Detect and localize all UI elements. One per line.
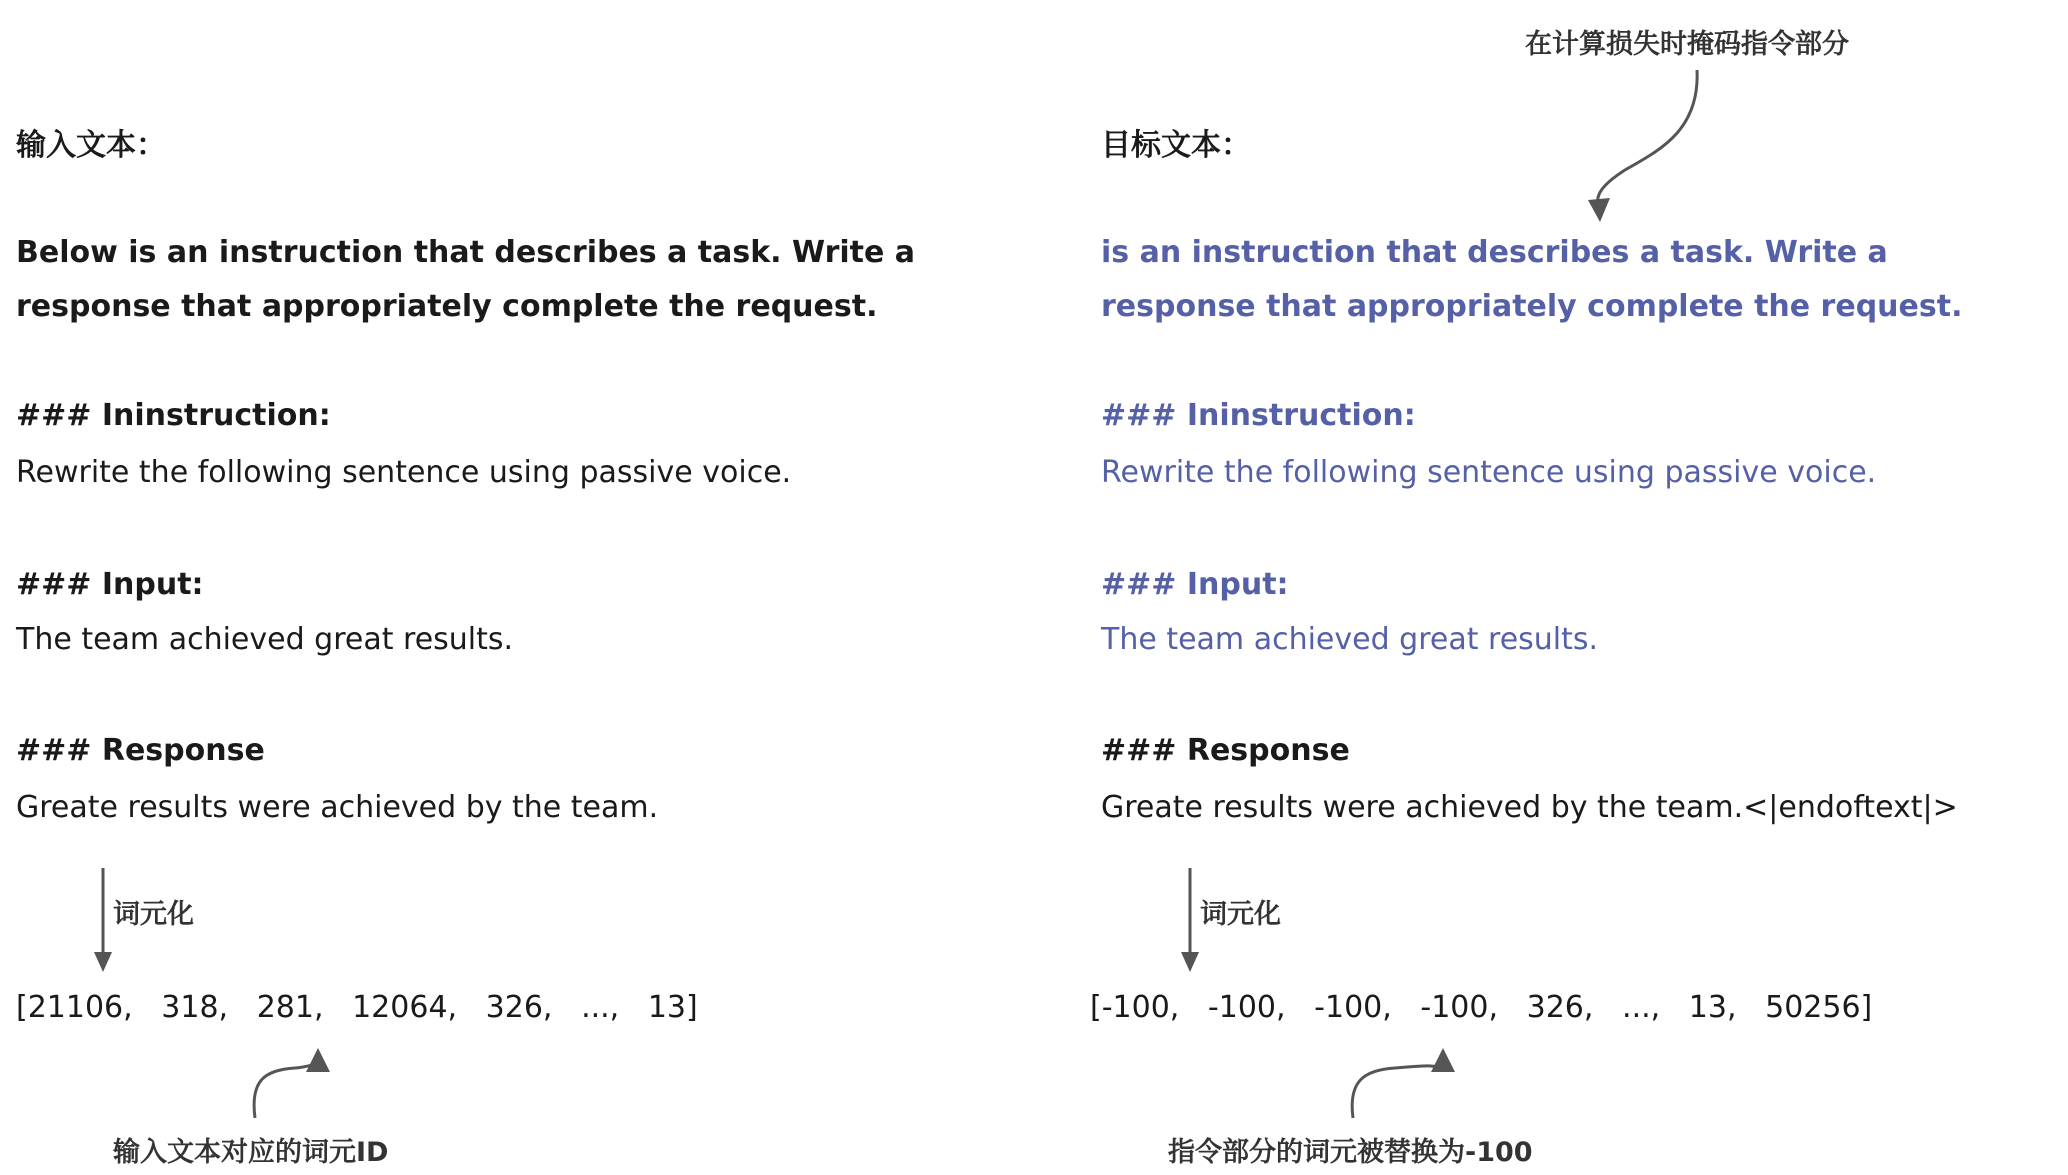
left-input-text: The team achieved great results.: [16, 622, 514, 657]
left-tokenize-label: 词元化: [113, 899, 194, 930]
left-input-header: ### Input:: [16, 567, 204, 602]
left-token-ids: [21106, 318, 281, 12064, 326, ..., 13]: [16, 990, 698, 1025]
top-mask-annotation: 在计算损失时掩码指令部分: [1525, 29, 1849, 60]
left-heading: 输入文本：: [16, 128, 166, 163]
right-response-text: Greate results were achieved by the team.<|endoftext|>: [1101, 790, 1958, 825]
left-instruction-text: Rewrite the following sentence using passive voice.: [16, 455, 792, 490]
right-instruction-header: ### Ininstruction:: [1101, 398, 1416, 433]
right-bottom-annotation: 指令部分的词元被替换为-100: [1168, 1137, 1533, 1168]
right-token-ids: [-100, -100, -100, -100, 326, ..., 13, 50256]: [1090, 990, 1873, 1025]
right-tokenize-arrow: [1181, 868, 1199, 972]
left-intro-text: Below is an instruction that describes a task. Write a response that appropriately complete the request.: [16, 235, 916, 324]
right-tokenize-label: 词元化: [1200, 899, 1281, 930]
left-tokenize-arrow: [94, 868, 112, 972]
right-intro-text: is an instruction that describes a task. Write a response that appropriately complete the request.: [1101, 235, 1963, 324]
right-instruction-text: Rewrite the following sentence using passive voice.: [1101, 455, 1877, 490]
mask-annotation-arrow: [1588, 70, 1697, 222]
left-instruction-header: ### Ininstruction:: [16, 398, 331, 433]
right-input-header: ### Input:: [1101, 567, 1289, 602]
left-response-header: ### Response: [16, 733, 265, 768]
left-ids-curved-arrow: [254, 1048, 330, 1118]
left-response-text: Greate results were achieved by the team.: [16, 790, 659, 825]
right-input-text: The team achieved great results.: [1101, 622, 1599, 657]
left-bottom-annotation: 输入文本对应的词元ID: [113, 1137, 389, 1168]
right-heading: 目标文本：: [1101, 128, 1251, 163]
right-ids-curved-arrow: [1352, 1048, 1455, 1118]
right-response-header: ### Response: [1101, 733, 1350, 768]
